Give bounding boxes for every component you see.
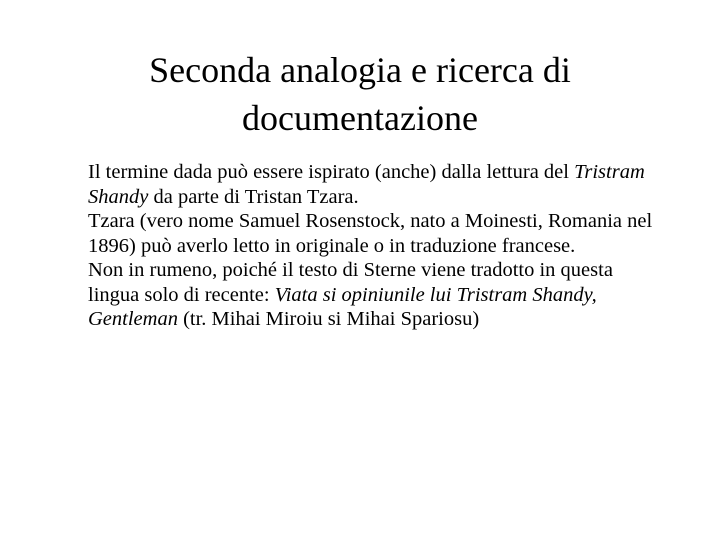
paragraph-3 xyxy=(88,258,658,332)
slide-body xyxy=(88,160,658,332)
slide-title-line-1: Seconda analogia e ricerca di xyxy=(149,50,571,90)
slide-title xyxy=(60,46,660,142)
paragraph-1-text: Il termine dada può essere ispirato (anche) dalla lettura del xyxy=(88,161,575,183)
paragraph-3-text-end: (tr. Mihai Miroiu si Mihai Spariosu) xyxy=(177,308,480,330)
slide-title-line-2: documentazione xyxy=(242,98,478,138)
paragraph-2 xyxy=(88,209,658,258)
book-title-tristram-shandy: Tristram Shandy xyxy=(88,161,645,208)
book-title-romanian-translation: Viata si opiniunile lui Tristram Shandy, Gentleman xyxy=(88,283,597,330)
paragraph-3-text: Non in rumeno, poiché il testo di Sterne viene tradotto in questa lingua solo di recente: xyxy=(88,259,613,306)
paragraph-2-text: Tzara (vero nome Samuel Rosenstock, nato a Moinesti, Romania nel 1896) può averlo letto in originale o in traduzione francese. xyxy=(88,210,653,257)
paragraph-1 xyxy=(88,160,658,209)
paragraph-1-text-end: da parte di Tristan Tzara. xyxy=(148,185,359,208)
